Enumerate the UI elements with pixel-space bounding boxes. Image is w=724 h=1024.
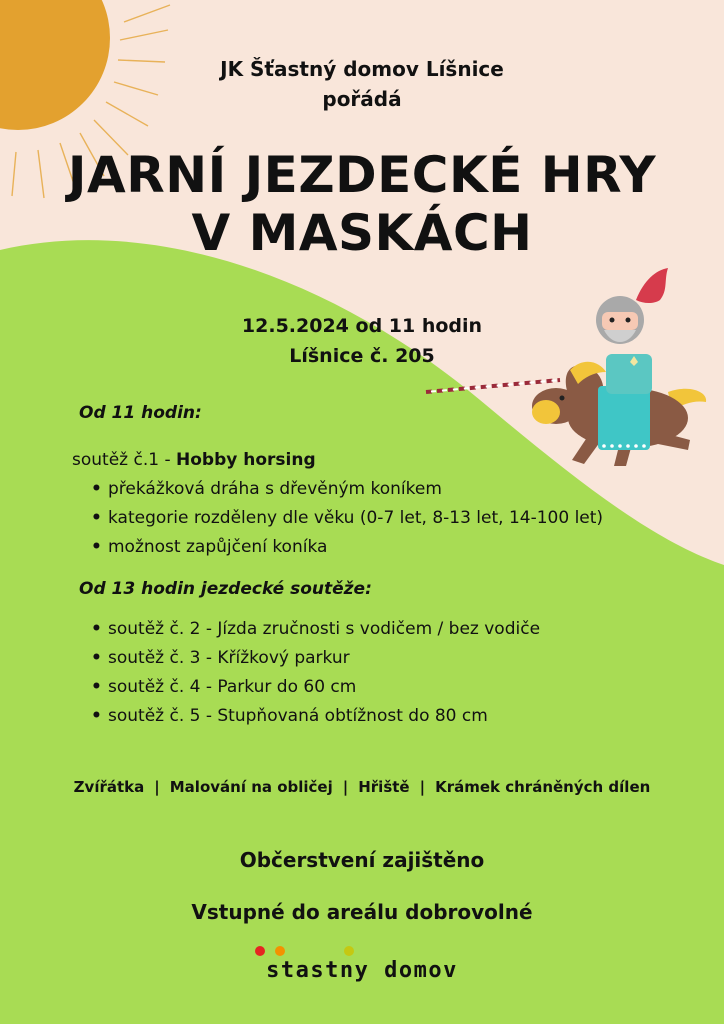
event-title [0,146,724,262]
refreshments-text: Občerstvení zajištěno [239,848,485,872]
activity-item: Krámek chráněných dílen [435,778,651,796]
logo-dot [344,946,354,956]
list-item: • soutěž č. 4 - Parkur do 60 cm [91,673,540,702]
section-2-heading: Od 13 hodin jezdecké soutěže: [79,579,372,599]
section-1-list [91,475,603,562]
event-address: Líšnice č. 205 [289,345,435,367]
entry-fee-text: Vstupné do areálu dobrovolné [191,900,533,924]
presents-text: pořádá [322,87,402,111]
activity-separator: | [154,778,160,796]
activity-item: Malování na obličej [169,778,333,796]
organizer-heading [0,54,724,114]
list-item: • kategorie rozděleny dle věku (0-7 let, 8-13 let, 14-100 let) [91,504,603,533]
section-1-heading: Od 11 hodin: [79,403,202,423]
logo-dot [255,946,265,956]
list-item: • možnost zapůjčení koníka [91,533,603,562]
activity-separator: | [419,778,426,796]
title-line-2: V MASKÁCH [191,204,533,262]
list-item: • soutěž č. 5 - Stupňovaná obtížnost do 80 cm [91,702,540,731]
event-date-time: 12.5.2024 od 11 hodin [241,315,483,337]
competition-1-name: Hobby horsing [176,450,316,470]
list-item: • překážková dráha s dřevěným koníkem [91,475,603,504]
logo-text: stastny domov [266,958,458,983]
organizer-name: JK Šťastný domov Líšnice [220,57,504,81]
event-when-where [0,311,724,371]
activities-line [0,778,724,796]
activity-item: Zvířátka [73,778,145,796]
list-item: • soutěž č. 2 - Jízda zručnosti s vodičem / bez vodiče [91,615,540,644]
section-2-list [91,615,540,731]
logo-dot [275,946,285,956]
activity-separator: | [342,778,349,796]
list-item: • soutěž č. 3 - Křížkový parkur [91,644,540,673]
logo-dots [250,944,370,958]
competition-1-prefix: soutěž č.1 - [72,450,176,470]
competition-1 [72,446,316,475]
title-line-1: JARNÍ JEZDECKÉ HRY [67,146,657,204]
activity-item: Hřiště [358,778,410,796]
